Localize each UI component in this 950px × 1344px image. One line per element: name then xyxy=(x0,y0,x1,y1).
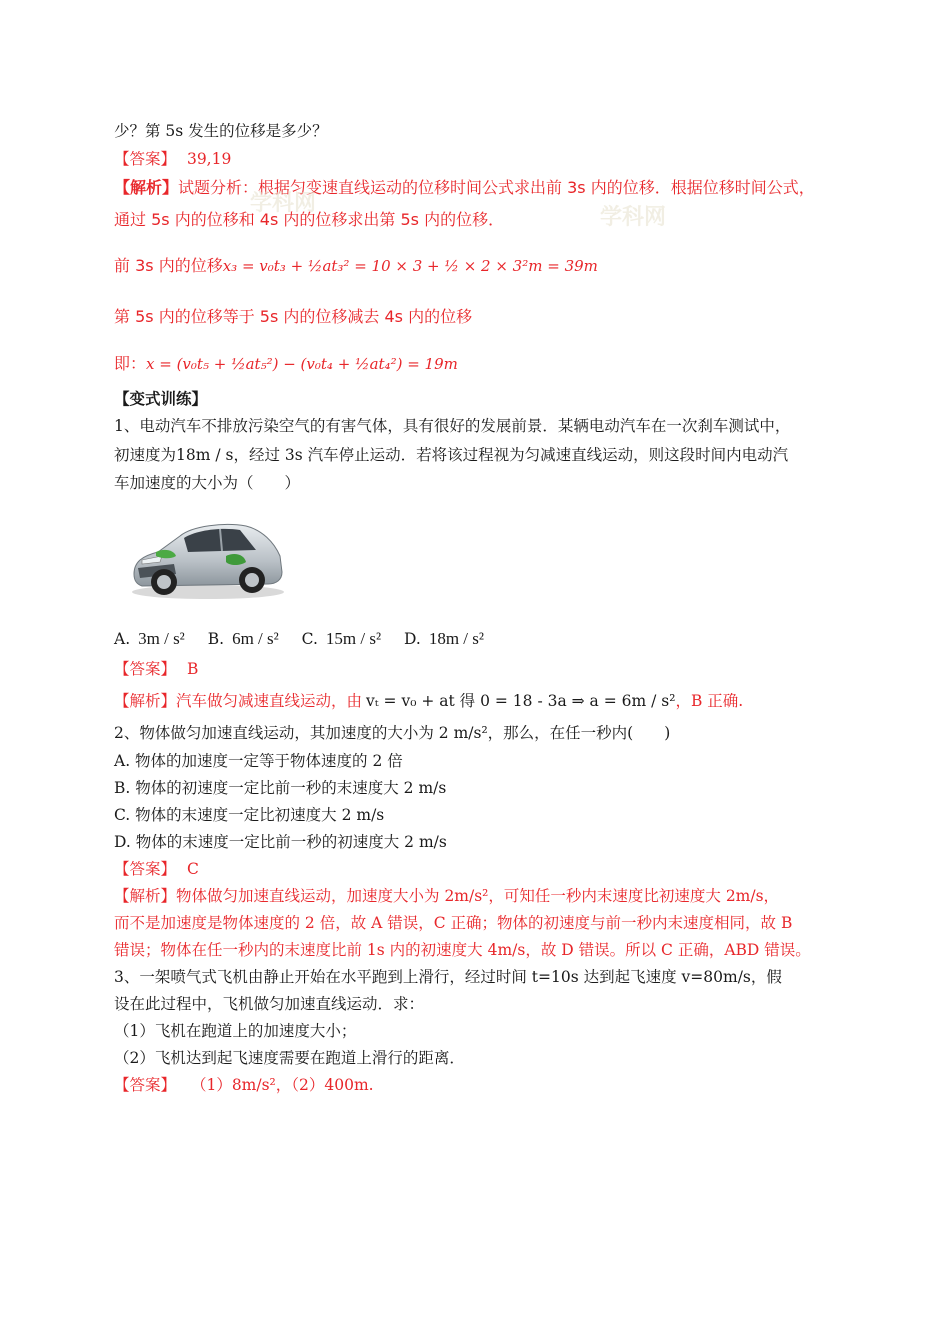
formula-2-label: 即： xyxy=(114,354,147,373)
option-label: A. xyxy=(114,630,131,648)
q1-analysis-text-a: 汽车做匀减速直线运动，由 xyxy=(176,692,363,710)
q2-option-c[interactable]: C. 物体的末速度一定比初速度大 2 m/s xyxy=(114,806,385,824)
analysis-tag: 【解析】 xyxy=(114,887,177,905)
formula-2-expr: x = (v₀t₅ + ½at₅²) − (v₀t₄ + ½at₄²) = 19m xyxy=(146,355,458,373)
watermark-right: 学科网 xyxy=(600,205,667,230)
q1-analysis-text-b: ，B 正确. xyxy=(675,692,744,710)
analysis-1-text: 试题分析：根据匀变速直线运动的位移时间公式求出前 3s 内的位移．根据位移时间公式， xyxy=(178,178,815,197)
q3-answer xyxy=(114,1075,374,1095)
answer-tag: 【答案】 xyxy=(114,150,177,168)
formula-1-label: 前 3s 内的位移 xyxy=(114,256,223,275)
analysis-tag: 【解析】 xyxy=(114,692,177,710)
q1-option-a[interactable] xyxy=(114,629,185,649)
q3-line-2: 设在此过程中，飞机做匀加速直线运动．求： xyxy=(114,995,425,1013)
section-title: 【变式训练】 xyxy=(114,389,208,408)
answer-tag: 【答案】 xyxy=(114,1076,177,1094)
option-value: 18m / s² xyxy=(428,629,484,648)
answer-1 xyxy=(114,149,231,169)
analysis-1-line-2: 通过 5s 内的位移和 4s 内的位移求出第 5s 内的位移． xyxy=(114,210,505,229)
option-value: 3m / s² xyxy=(138,629,185,648)
q3-sub-2: （2）飞机达到起飞速度需要在跑道上滑行的距离． xyxy=(114,1049,465,1067)
formula-1 xyxy=(114,256,598,276)
formula-2 xyxy=(114,354,458,374)
q1-line-2: 初速度为18m / s，经过 3s 汽车停止运动．若将该过程视为匀减速直线运动，则这段时间内电动汽 xyxy=(114,446,789,464)
analysis-tag: 【解析】 xyxy=(114,178,179,197)
q3-line-1: 3、一架喷气式飞机由静止开始在水平跑到上滑行，经过时间 t=10s 达到起飞速度 v=80m/s，假 xyxy=(114,968,782,986)
q1-options xyxy=(114,629,502,649)
q3-sub-1: （1）飞机在跑道上的加速度大小； xyxy=(114,1022,357,1040)
q1-analysis-formula: vₜ = v₀ + at 得 0 = 18 - 3a ⇒ a = 6m / s² xyxy=(366,692,676,710)
q2-analysis-text: 物体做匀加速直线运动，加速度大小为 2m/s²，可知任一秒内末速度比初速度大 2m/s， xyxy=(176,887,780,905)
formula-1-expr: x₃ = v₀t₃ + ½at₃² = 10 × 3 + ½ × 2 × 3²m = 39m xyxy=(222,257,598,275)
answer-value: （1）8m/s²，（2）400m. xyxy=(190,1076,374,1094)
q2-analysis-line-2: 而不是加速度是物体速度的 2 倍，故 A 错误，C 正确；物体的初速度与前一秒内末速度相同，故 B xyxy=(114,914,793,932)
question-tail: 少？第 5s 发生的位移是多少？ xyxy=(114,122,328,140)
analysis-1-line-1 xyxy=(114,178,815,198)
q2-option-a[interactable]: A. 物体的加速度一定等于物体速度的 2 倍 xyxy=(114,752,403,770)
option-value: 15m / s² xyxy=(325,629,382,648)
q2-option-d[interactable]: D. 物体的末速度一定比前一秒的初速度大 2 m/s xyxy=(114,833,447,851)
q1-line-3: 车加速度的大小为（ ） xyxy=(114,474,301,492)
q2-analysis-line-1 xyxy=(114,886,779,906)
front-rim xyxy=(157,575,171,589)
option-label: C. xyxy=(301,630,318,648)
watermark-left: 学科网 xyxy=(250,191,317,216)
q2-option-b[interactable]: B. 物体的初速度一定比前一秒的末速度大 2 m/s xyxy=(114,779,447,797)
q2-analysis-line-3: 错误；物体在任一秒内的末速度比前 1s 内的初速度大 4m/s，故 D 错误。所以 C 正确，ABD 错误。 xyxy=(114,941,811,959)
option-value: 6m / s² xyxy=(232,629,279,648)
answer-value: 39,19 xyxy=(186,150,232,168)
q1-option-c[interactable] xyxy=(302,629,381,649)
answer-tag: 【答案】 xyxy=(114,660,177,678)
q2-line-1: 2、物体做匀加速直线运动，其加速度的大小为 2 m/s²，那么，在任一秒内( ) xyxy=(114,724,671,742)
q1-analysis xyxy=(114,691,743,711)
option-label: D. xyxy=(404,630,421,648)
answer-value: B xyxy=(186,660,199,678)
answer-tag: 【答案】 xyxy=(114,860,177,878)
q2-answer xyxy=(114,859,199,879)
car-image xyxy=(128,512,286,604)
rear-rim xyxy=(245,573,259,587)
q1-option-d[interactable] xyxy=(404,629,484,649)
option-label: B. xyxy=(207,630,225,648)
displacement-text: 第 5s 内的位移等于 5s 内的位移减去 4s 内的位移 xyxy=(114,307,473,326)
q1-line-1: 1、电动汽车不排放污染空气的有害气体，具有很好的发展前景．某辆电动汽车在一次刹车测试中， xyxy=(114,417,791,435)
answer-value: C xyxy=(186,860,199,878)
q1-option-b[interactable] xyxy=(208,629,279,649)
q1-answer xyxy=(114,659,198,679)
